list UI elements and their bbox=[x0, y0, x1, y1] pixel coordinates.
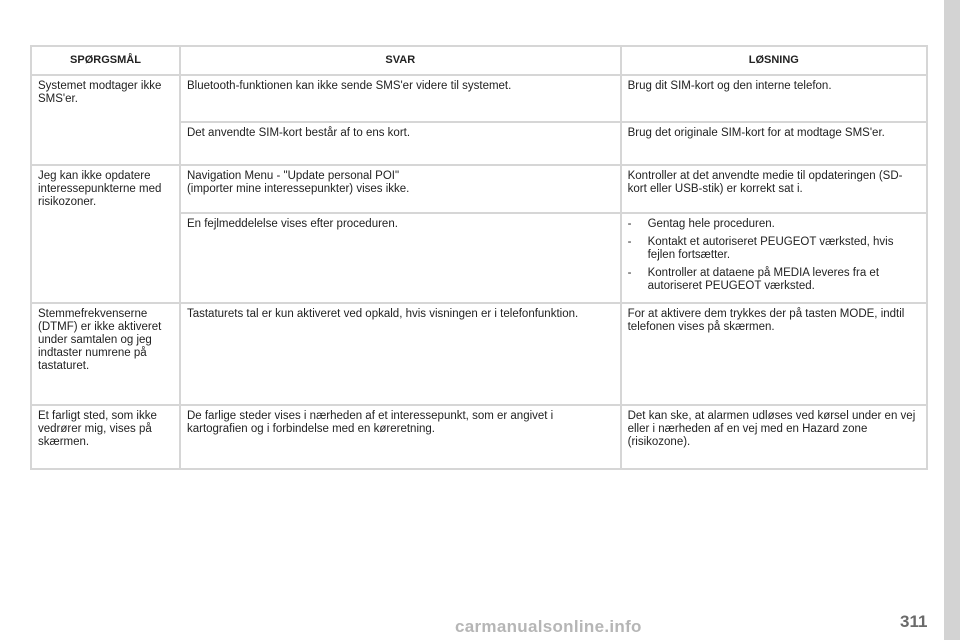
faq-table bbox=[30, 45, 928, 470]
right-edge-strip bbox=[944, 0, 960, 640]
solution-cell: Brug dit SIM-kort og den interne telefon. bbox=[621, 75, 927, 122]
watermark: carmanualsonline.info bbox=[455, 617, 642, 636]
answer-cell: Tastaturets tal er kun aktiveret ved opkald, hvis visningen er i telefonfunktion. bbox=[180, 303, 621, 405]
solution-cell: For at aktivere dem trykkes der på tasten MODE, indtil telefonen vises på skærmen. bbox=[621, 303, 927, 405]
solution-cell: Det kan ske, at alarmen udløses ved kørsel under en vej eller i nærheden af en vej med en Hazard zone (risikozone). bbox=[621, 405, 927, 469]
header-answer: SVAR bbox=[180, 46, 621, 75]
table-row bbox=[31, 165, 927, 213]
question-cell: Systemet modtager ikke SMS'er. bbox=[31, 75, 180, 165]
solution-list-item: - Kontroller at dataene på MEDIA leveres fra et autoriseret PEUGEOT værksted. bbox=[628, 267, 920, 293]
solution-list-item: - Kontakt et autoriseret PEUGEOT værksted, hvis fejlen fortsætter. bbox=[628, 236, 920, 262]
answer-cell bbox=[180, 165, 621, 213]
answer-cell: De farlige steder vises i nærheden af et interessepunkt, som er angivet i kartografien og i forbindelse med en køreretning. bbox=[180, 405, 621, 469]
answer-line: (importer mine interessepunkter) vises ikke. bbox=[186, 183, 410, 195]
question-cell: Et farligt sted, som ikke vedrører mig, vises på skærmen. bbox=[31, 405, 180, 469]
solution-list bbox=[628, 218, 920, 293]
answer-cell: Bluetooth-funktionen kan ikke sende SMS'er videre til systemet. bbox=[180, 75, 621, 122]
answer-cell: Det anvendte SIM-kort består af to ens kort. bbox=[180, 122, 621, 165]
table-row bbox=[31, 303, 927, 405]
header-question: SPØRGSMÅL bbox=[31, 46, 180, 75]
answer-cell: En fejlmeddelelse vises efter proceduren. bbox=[180, 213, 621, 303]
table-header-row bbox=[31, 46, 927, 75]
solution-cell: Brug det originale SIM-kort for at modtage SMS'er. bbox=[621, 122, 927, 165]
solution-cell bbox=[621, 213, 927, 303]
header-solution: LØSNING bbox=[621, 46, 927, 75]
question-cell: Jeg kan ikke opdatere interessepunkterne med risikozoner. bbox=[31, 165, 180, 303]
page-number: 311 bbox=[900, 612, 928, 631]
question-cell: Stemmefrekvenserne (DTMF) er ikke aktiveret under samtalen og jeg indtaster numrene på tastaturet. bbox=[31, 303, 180, 405]
answer-line: Navigation Menu - "Update personal POI" bbox=[186, 170, 400, 182]
solution-list-item: - Gentag hele proceduren. bbox=[628, 218, 920, 231]
table-row bbox=[31, 75, 927, 122]
table-row bbox=[31, 405, 927, 469]
solution-cell: Kontroller at det anvendte medie til opdateringen (SD-kort eller USB-stik) er korrekt sat i. bbox=[621, 165, 927, 213]
